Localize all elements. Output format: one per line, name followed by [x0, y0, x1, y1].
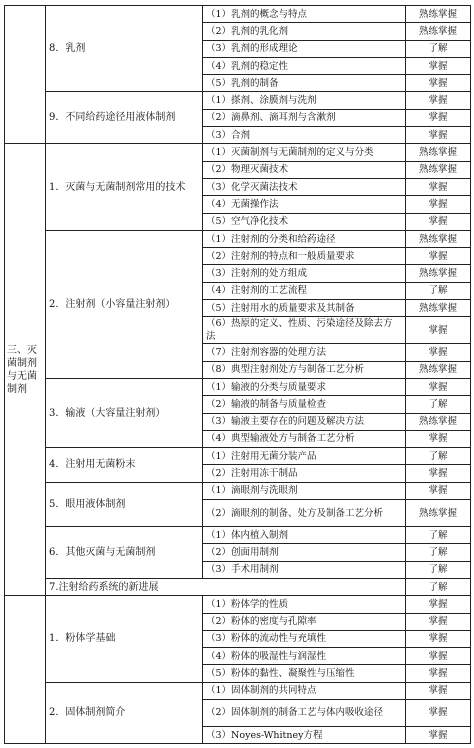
requirement-cell: 掌握	[406, 57, 471, 74]
table-row	[5, 578, 471, 595]
item-cell: （4）无菌操作法	[203, 196, 406, 213]
requirement-cell: 了解	[406, 578, 471, 595]
topic-cell: 1．灭菌与无菌制剂常用的技术	[46, 144, 203, 230]
topic-cell: 5．眼用液体制剂	[46, 482, 203, 526]
item-cell: （3）乳剂的形成理论	[203, 40, 406, 57]
item-cell: （4）注射剂的工艺流程	[203, 282, 406, 299]
requirement-cell: 熟练掌握	[406, 23, 471, 40]
requirement-cell: 掌握	[406, 127, 471, 144]
item-cell: （1）注射用无菌分装产品	[203, 448, 406, 465]
item-cell: （2）乳剂的乳化剂	[203, 23, 406, 40]
requirement-cell: 熟练掌握	[406, 413, 471, 430]
requirement-cell: 了解	[406, 561, 471, 578]
requirement-cell: 掌握	[406, 648, 471, 665]
item-cell: （1）滴眼剂与洗眼剂	[203, 482, 406, 499]
item-cell: （3）化学灭菌法技术	[203, 178, 406, 195]
table-row	[5, 378, 471, 395]
section-cell	[5, 596, 46, 744]
topic-cell: 2．固体制剂简介	[46, 682, 203, 744]
item-cell: （1）输液的分类与质量要求	[203, 378, 406, 395]
topic-cell: 8．乳剂	[46, 6, 203, 92]
item-cell: （1）灭菌制剂与无菌制剂的定义与分类	[203, 144, 406, 161]
table-row	[5, 230, 471, 247]
item-cell: （3）输液主要存在的问题及解决方法	[203, 413, 406, 430]
item-cell: （2）注射用冻干制品	[203, 465, 406, 482]
item-cell: （3）粉体的流动性与充填性	[203, 630, 406, 647]
requirement-cell: 掌握	[406, 682, 471, 699]
item-cell: （2）滴眼剂的制备、处方及制备工艺分析	[203, 500, 406, 527]
item-cell: （1）搽剂、涂膜剂与洗剂	[203, 92, 406, 109]
syllabus-table	[4, 5, 471, 744]
requirement-cell: 掌握	[406, 699, 471, 726]
item-cell: （5）粉体的黏性、凝聚性与压缩性	[203, 665, 406, 682]
requirement-cell: 掌握	[406, 317, 471, 344]
item-cell: （3）手术用制剂	[203, 561, 406, 578]
table-row	[5, 682, 471, 699]
section-cell: 三、灭菌制剂与无菌制剂	[5, 144, 46, 596]
table-row	[5, 596, 471, 613]
item-cell: （5）乳剂的制备	[203, 75, 406, 92]
section-cell	[5, 6, 46, 144]
item-cell: （4）乳剂的稳定性	[203, 57, 406, 74]
requirement-cell: 掌握	[406, 596, 471, 613]
item-cell: （2）创面用制剂	[203, 544, 406, 561]
topic-cell: 6．其他灭菌与无菌制剂	[46, 527, 203, 579]
requirement-cell: 了解	[406, 396, 471, 413]
requirement-cell: 掌握	[406, 482, 471, 499]
item-cell: （2）粉体的密度与孔隙率	[203, 613, 406, 630]
item-cell: （5）注射用水的质量要求及其制备	[203, 300, 406, 317]
item-cell: （2）物理灭菌技术	[203, 161, 406, 178]
requirement-cell: 掌握	[406, 248, 471, 265]
item-cell: （4）典型输液处方与制备工艺分析	[203, 430, 406, 447]
topic-cell: 7.注射给药系统的新进展	[46, 578, 406, 595]
requirement-cell: 了解	[406, 527, 471, 544]
item-cell: （1）粉体学的性质	[203, 596, 406, 613]
requirement-cell: 掌握	[406, 196, 471, 213]
requirement-cell: 掌握	[406, 213, 471, 230]
item-cell: （1）体内植入制剂	[203, 527, 406, 544]
requirement-cell: 熟练掌握	[406, 300, 471, 317]
item-cell: （4）粉体的吸湿性与润湿性	[203, 648, 406, 665]
requirement-cell: 熟练掌握	[406, 265, 471, 282]
table-row	[5, 92, 471, 109]
requirement-cell: 熟练掌握	[406, 161, 471, 178]
requirement-cell: 熟练掌握	[406, 230, 471, 247]
topic-cell: 2．注射剂（小容量注射剂）	[46, 230, 203, 378]
requirement-cell: 了解	[406, 40, 471, 57]
item-cell: （8）典型注射剂处方与制备工艺分析	[203, 361, 406, 378]
item-cell: （1）注射剂的分类和给药途径	[203, 230, 406, 247]
requirement-cell: 掌握	[406, 465, 471, 482]
item-cell: （2）滴鼻剂、滴耳剂与含漱剂	[203, 109, 406, 126]
table-row	[5, 448, 471, 465]
item-cell: （1）固体制剂的共同特点	[203, 682, 406, 699]
requirement-cell: 熟练掌握	[406, 144, 471, 161]
requirement-cell: 掌握	[406, 726, 471, 743]
item-cell: （7）注射剂容器的处理方法	[203, 344, 406, 361]
requirement-cell: 掌握	[406, 109, 471, 126]
requirement-cell: 掌握	[406, 178, 471, 195]
item-cell: （2）固体制剂的制备工艺与体内吸收途径	[203, 699, 406, 726]
requirement-cell: 掌握	[406, 613, 471, 630]
requirement-cell: 掌握	[406, 378, 471, 395]
item-cell: （2）注射剂的特点和一般质量要求	[203, 248, 406, 265]
topic-cell: 1．粉体学基础	[46, 596, 203, 682]
table-row	[5, 144, 471, 161]
table-row	[5, 527, 471, 544]
table-row	[5, 6, 471, 23]
topic-cell: 9．不同给药途径用液体制剂	[46, 92, 203, 144]
item-cell: （1）乳剂的概念与特点	[203, 6, 406, 23]
item-cell: （6）热原的定义、性质、污染途径及除去方法	[203, 317, 406, 344]
requirement-cell: 掌握	[406, 630, 471, 647]
requirement-cell: 了解	[406, 544, 471, 561]
requirement-cell: 掌握	[406, 344, 471, 361]
requirement-cell: 掌握	[406, 92, 471, 109]
requirement-cell: 掌握	[406, 75, 471, 92]
item-cell: （3）Noyes-Whitney方程	[203, 726, 406, 743]
item-cell: （3）合剂	[203, 127, 406, 144]
table-row	[5, 482, 471, 499]
requirement-cell: 熟练掌握	[406, 500, 471, 527]
item-cell: （2）输液的制备与质量检查	[203, 396, 406, 413]
item-cell: （3）注射剂的处方组成	[203, 265, 406, 282]
item-cell: （5）空气净化技术	[203, 213, 406, 230]
requirement-cell: 掌握	[406, 430, 471, 447]
requirement-cell: 了解	[406, 448, 471, 465]
topic-cell: 3．输液（大容量注射剂）	[46, 378, 203, 447]
requirement-cell: 熟练掌握	[406, 361, 471, 378]
requirement-cell: 掌握	[406, 665, 471, 682]
requirement-cell: 熟练掌握	[406, 6, 471, 23]
requirement-cell: 了解	[406, 282, 471, 299]
topic-cell: 4．注射用无菌粉末	[46, 448, 203, 483]
